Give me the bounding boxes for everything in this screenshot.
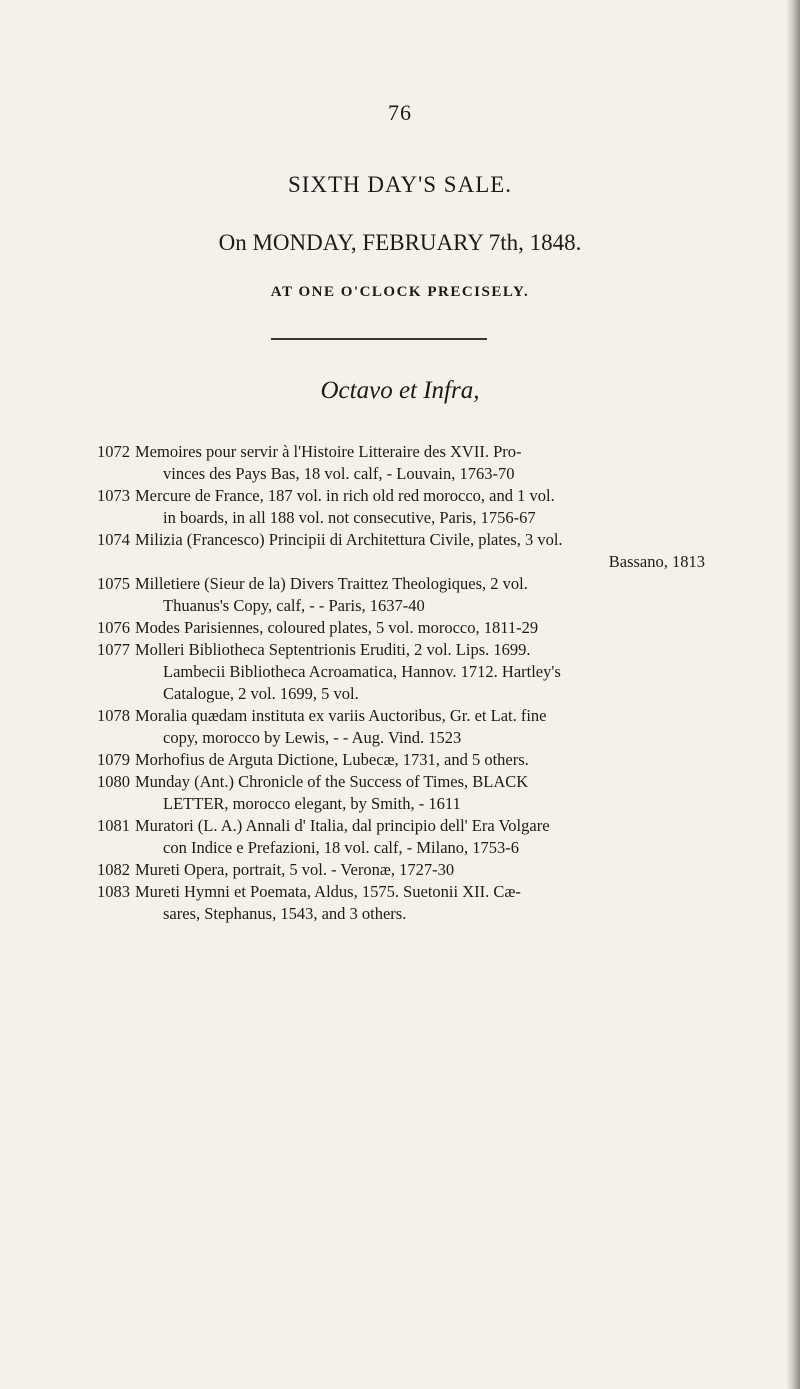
lot-number: 1072 — [97, 442, 130, 461]
lot-line: Moralia quædam instituta ex variis Auctoribus, Gr. et Lat. fine — [135, 706, 547, 725]
lot-entry — [0, 573, 705, 617]
lot-line: Munday (Ant.) Chronicle of the Success of Times, BLACK — [135, 772, 529, 791]
lot-entry — [0, 617, 705, 639]
lot-entry — [0, 705, 705, 749]
lot-line: Thuanus's Copy, calf, - - Paris, 1637-40 — [163, 596, 425, 615]
lot-entry — [0, 859, 705, 881]
lot-line: con Indice e Prefazioni, 18 vol. calf, - Milano, 1753-6 — [163, 838, 520, 857]
lot-line: Molleri Bibliotheca Septentrionis Eruditi, 2 vol. Lips. 1699. — [135, 640, 531, 659]
lot-number: 1079 — [97, 750, 130, 769]
lot-line: Mureti Opera, portrait, 5 vol. - Veronæ, 1727-30 — [135, 860, 455, 879]
lot-list — [0, 441, 800, 925]
lot-line: Lambecii Bibliotheca Acroamatica, Hannov. 1712. Hartley's — [163, 662, 561, 681]
lot-entry — [0, 639, 705, 705]
lot-entry — [0, 881, 705, 925]
lot-number: 1080 — [97, 772, 130, 791]
lot-entry — [0, 749, 705, 771]
lot-number: 1077 — [97, 640, 130, 659]
lot-entry — [0, 771, 705, 815]
lot-entry — [0, 815, 705, 859]
section-title: Octavo et Infra, — [320, 377, 480, 404]
lot-entry — [0, 441, 705, 485]
lot-line: Muratori (L. A.) Annali d' Italia, dal principio dell' Era Volgare — [135, 816, 550, 835]
lot-number: 1082 — [97, 860, 130, 879]
lot-line: copy, morocco by Lewis, - - Aug. Vind. 1523 — [163, 728, 462, 747]
sale-date: On MONDAY, FEBRUARY 7th, 1848. — [218, 230, 582, 255]
page-number: 76 — [388, 100, 412, 125]
lot-number: 1081 — [97, 816, 130, 835]
lot-line: Mercure de France, 187 vol. in rich old red morocco, and 1 vol. — [135, 486, 555, 505]
lot-line: Milizia (Francesco) Principii di Architettura Civile, plates, 3 vol. — [135, 530, 563, 549]
sale-heading: SIXTH DAY'S SALE. — [287, 172, 513, 197]
lot-line: Mureti Hymni et Poemata, Aldus, 1575. Suetonii XII. Cæ- — [135, 882, 521, 901]
lot-line: Catalogue, 2 vol. 1699, 5 vol. — [163, 684, 359, 703]
lot-number: 1073 — [97, 486, 130, 505]
lot-line: vinces des Pays Bas, 18 vol. calf, - Louvain, 1763-70 — [163, 464, 515, 483]
lot-line: in boards, in all 188 vol. not consecutive, Paris, 1756-67 — [163, 508, 536, 527]
lot-line: Bassano, 1813 — [608, 552, 705, 571]
lot-number: 1074 — [97, 530, 130, 549]
lot-line: Morhofius de Arguta Dictione, Lubecæ, 1731, and 5 others. — [135, 750, 529, 769]
lot-line: Modes Parisiennes, coloured plates, 5 vol. morocco, 1811-29 — [135, 618, 539, 637]
lot-number: 1078 — [97, 706, 130, 725]
lot-line: Milletiere (Sieur de la) Divers Traittez Theologiques, 2 vol. — [135, 574, 528, 593]
lot-number: 1075 — [97, 574, 130, 593]
lot-number: 1083 — [97, 882, 130, 901]
lot-number: 1076 — [97, 618, 130, 637]
lot-entry — [0, 529, 705, 573]
lot-entry — [0, 485, 705, 529]
lot-line: Memoires pour servir à l'Histoire Litteraire des XVII. Pro- — [135, 442, 522, 461]
sale-time: AT ONE O'CLOCK PRECISELY. — [270, 284, 530, 300]
divider-rule — [271, 338, 487, 340]
lot-line: sares, Stephanus, 1543, and 3 others. — [163, 904, 407, 923]
lot-line: LETTER, morocco elegant, by Smith, - 1611 — [163, 794, 461, 813]
